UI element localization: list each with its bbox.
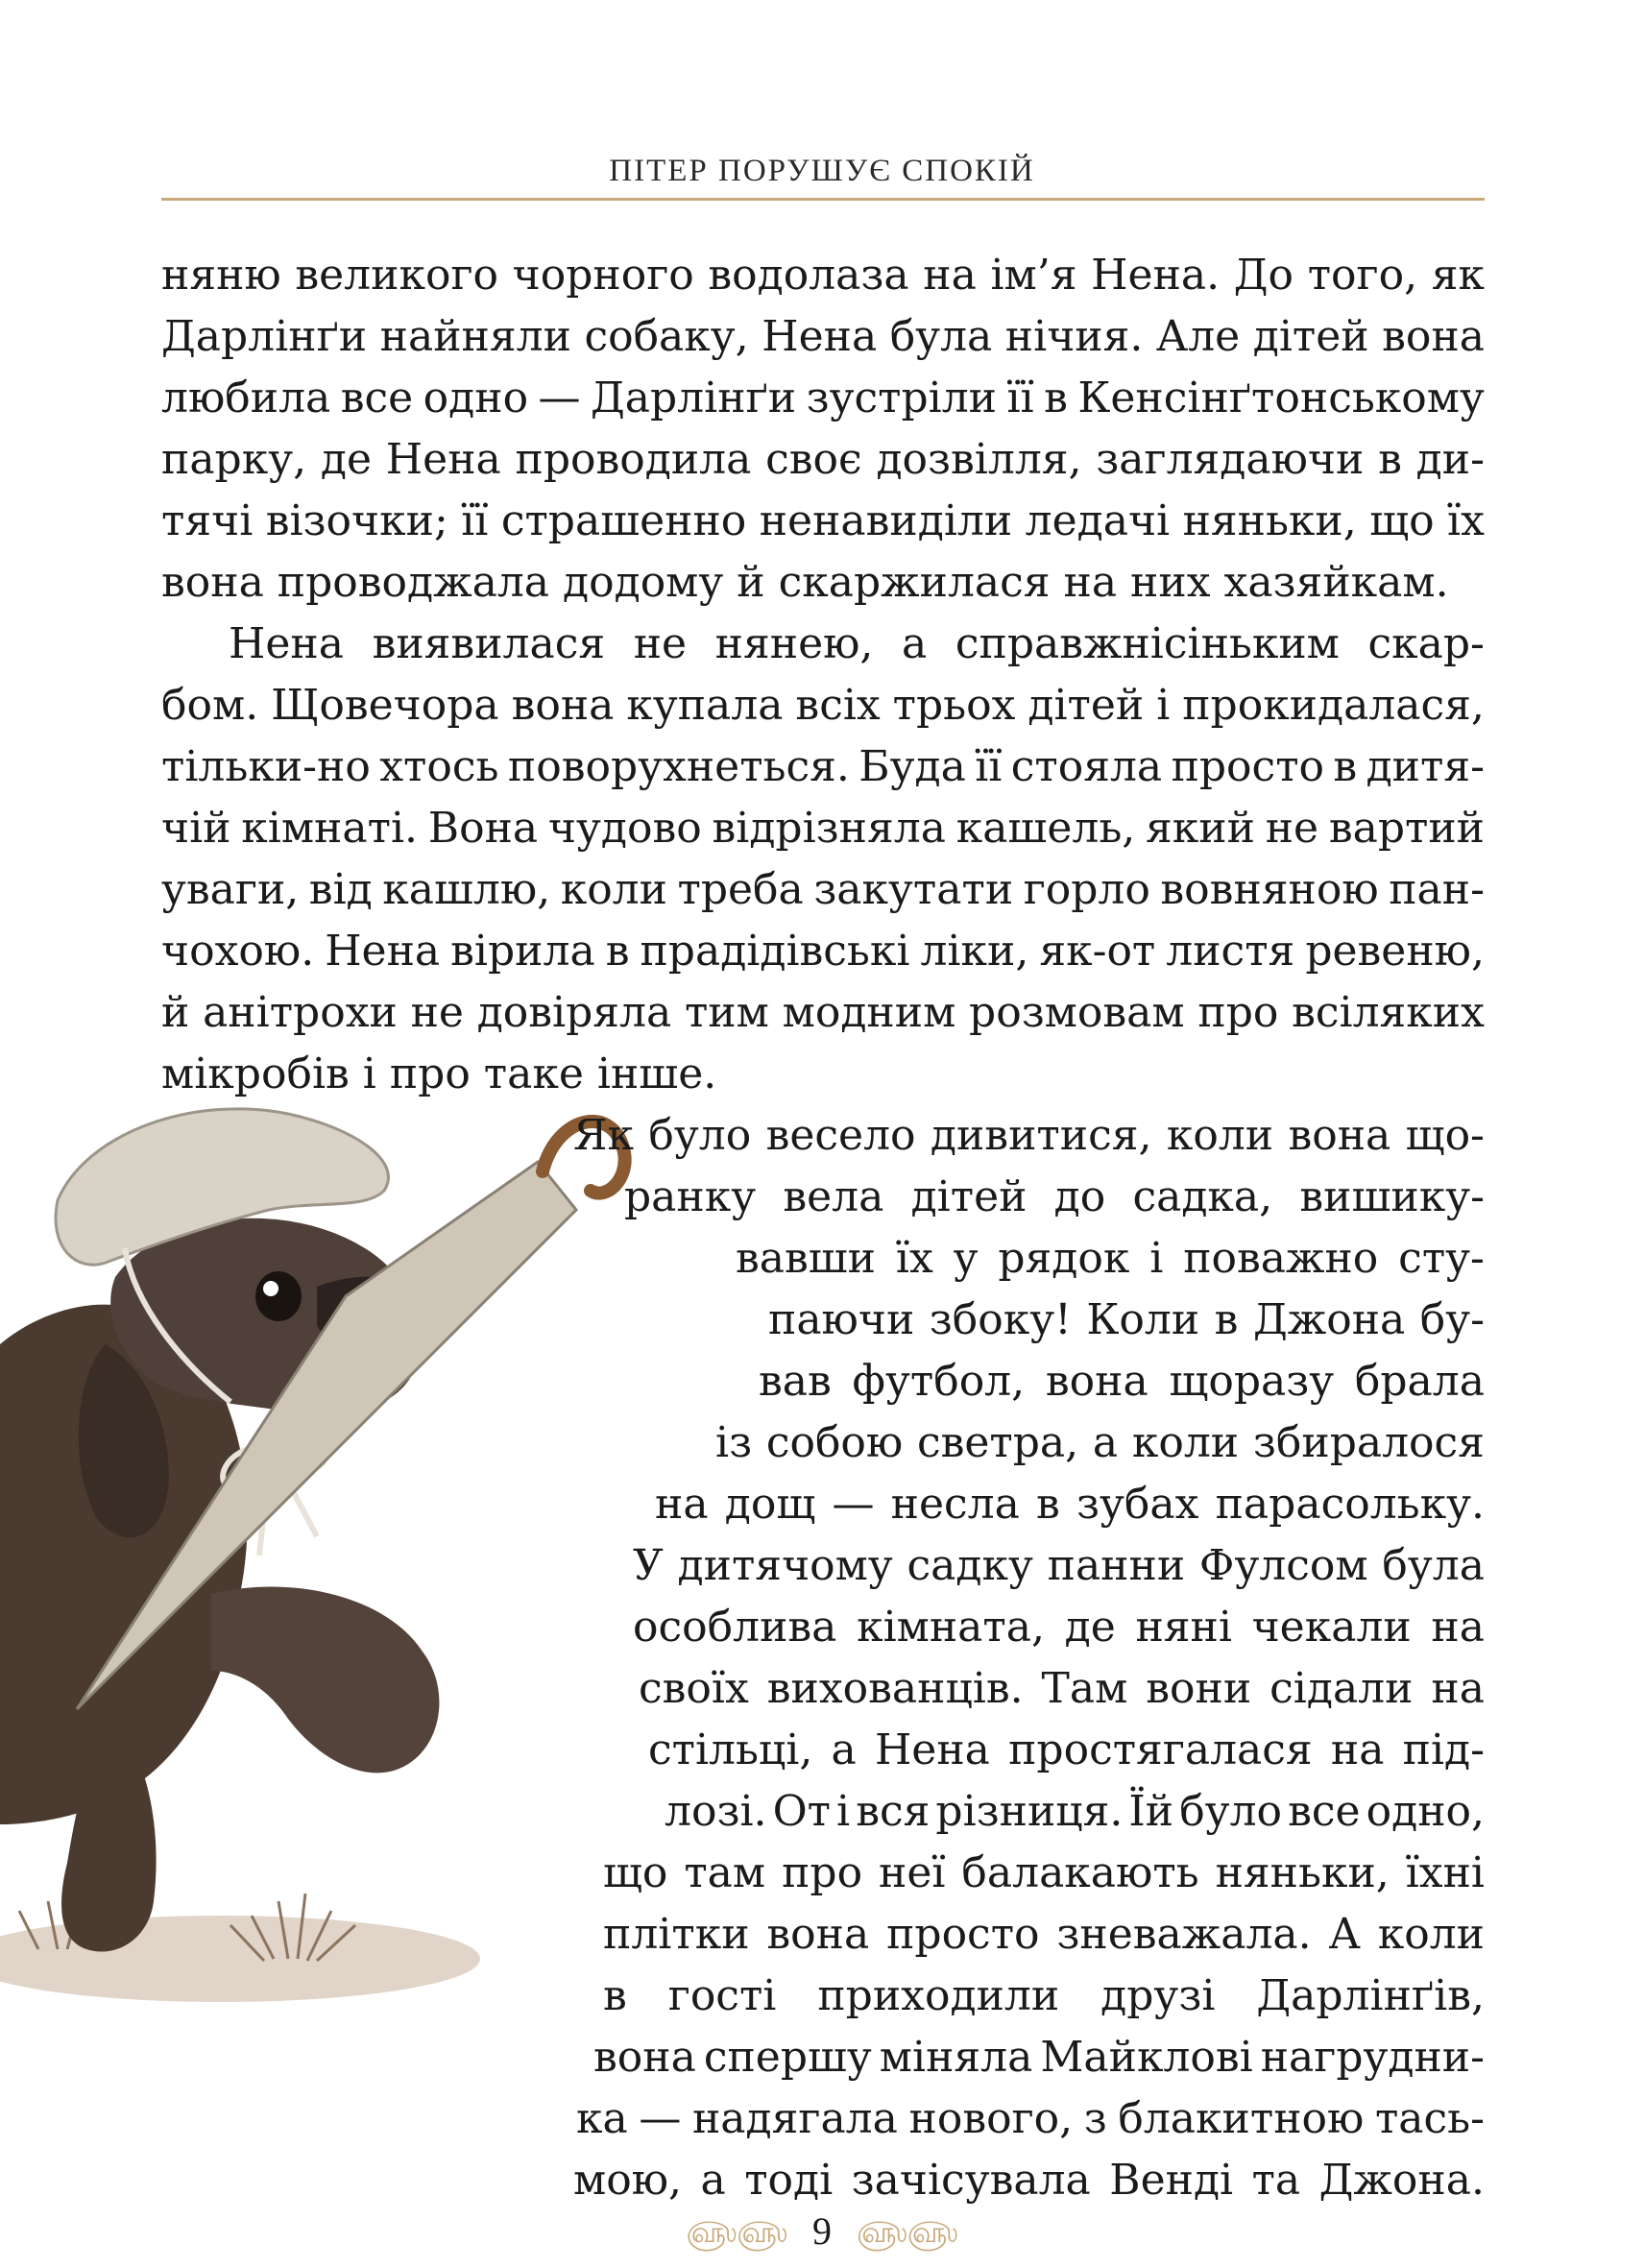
word: як-от [1039, 927, 1156, 976]
word: на [1431, 1664, 1485, 1713]
word: а [902, 619, 928, 668]
word: любила [161, 374, 331, 422]
word: надягала [691, 2094, 898, 2143]
nana-dog-icon [0, 1056, 634, 2045]
text-line [639, 1660, 1485, 1718]
word: від [308, 865, 373, 914]
text-line [161, 308, 1485, 366]
word: все [1288, 1787, 1361, 1836]
word: заглядаючи [1096, 435, 1365, 484]
running-head: ПІТЕР ПОРУШУЄ СПОКІЙ [609, 154, 1035, 188]
word: дітей [1252, 312, 1369, 361]
word: кашель, [955, 804, 1136, 853]
word: вона [593, 2033, 696, 2082]
word: скар- [1367, 619, 1485, 668]
word: у [953, 1234, 979, 1283]
ornament-right-icon: ௵௵ [857, 2216, 958, 2249]
word: в [1044, 374, 1068, 422]
word: Джона. [1318, 2156, 1485, 2205]
word: страшенно [500, 496, 747, 545]
word: вона [1288, 1111, 1391, 1160]
word: нового, [908, 2094, 1074, 2143]
word: ревеню, [1305, 927, 1485, 976]
word: Венді [1109, 2156, 1234, 2205]
word: Вона [427, 804, 539, 853]
dog-eye-highlight [263, 1281, 278, 1296]
word: Джона [1252, 1295, 1406, 1344]
ornament-left-icon: ௵௵ [686, 2216, 787, 2249]
word: вела [783, 1172, 884, 1221]
text-line [633, 1599, 1485, 1656]
text-line [603, 1906, 1485, 1964]
text-line [573, 2152, 1485, 2209]
word: а [1092, 1418, 1119, 1467]
word: в [603, 1971, 627, 2020]
word: була [889, 312, 993, 361]
text-line [768, 1291, 1485, 1349]
word: що [603, 1848, 668, 1897]
word: няню [161, 251, 281, 300]
word: щоразу [1169, 1357, 1335, 1406]
word: вишику- [1299, 1172, 1485, 1221]
word: із [715, 1418, 753, 1467]
text-line [161, 370, 1485, 427]
word: Майклові [1040, 2033, 1253, 2082]
text-line: вона проводжала додому й скаржилася на них хазяйкам. [161, 558, 1449, 607]
word: До [1233, 251, 1294, 300]
word: збоку! [929, 1295, 1072, 1344]
word: Дарлінґи [591, 374, 797, 422]
word: трьох [892, 681, 1016, 730]
word: У [633, 1541, 664, 1590]
word: було [648, 1111, 752, 1160]
word: і [1149, 1234, 1164, 1283]
word: парку, [161, 435, 307, 484]
word: прадідівські [640, 927, 910, 976]
word: вірила [450, 927, 595, 976]
word: друзі [1100, 1971, 1216, 2020]
word: тась- [1374, 2094, 1485, 2143]
word: Нена [762, 312, 878, 361]
word: її [1006, 374, 1034, 422]
text-line [161, 677, 1485, 735]
word: на [1431, 1603, 1485, 1652]
word: просто [1171, 742, 1325, 791]
word: ка [576, 2094, 628, 2143]
word: і [836, 1787, 851, 1836]
word: нагрудни- [1260, 2033, 1485, 2082]
word: дітей [1028, 681, 1145, 730]
page-number: 9 [812, 2209, 832, 2253]
word: в [605, 927, 630, 976]
word: дитя- [1366, 742, 1485, 791]
word: чекали [1251, 1603, 1412, 1652]
word: анітрохи [203, 988, 398, 1037]
word: Дарлінґів, [1256, 1971, 1485, 2020]
word: в [1378, 435, 1402, 484]
word: візочки; [265, 496, 448, 545]
word: що- [1405, 1111, 1485, 1160]
word: стільці, [648, 1725, 813, 1774]
word: Нена [229, 619, 344, 668]
word: відрізняла [712, 804, 946, 853]
word: панни [1047, 1541, 1186, 1590]
word: коли [1131, 1418, 1240, 1467]
word: купала [626, 681, 784, 730]
word: сідали [1269, 1664, 1414, 1713]
word: просто [886, 1910, 1040, 1959]
word: мою, [573, 2156, 683, 2205]
word: горло [1023, 865, 1150, 914]
word: не [633, 619, 688, 668]
word: рядок [998, 1234, 1130, 1283]
page-folio [0, 2208, 1644, 2254]
word: все [340, 374, 414, 422]
word: вона [1045, 1357, 1148, 1406]
word: в [1214, 1295, 1239, 1344]
word: чій [161, 804, 231, 853]
word: спершу [703, 2033, 872, 2082]
word: вавши [736, 1234, 877, 1283]
word: кашлю, [382, 865, 551, 914]
word: найняли [379, 312, 571, 361]
word: тільки-но [161, 742, 371, 791]
word: треба [677, 865, 804, 914]
word: ненавиділи [759, 496, 1013, 545]
word: плітки [603, 1910, 750, 1959]
word: всіх [795, 681, 881, 730]
word: няньки, [1215, 1848, 1390, 1897]
word: своє [765, 435, 862, 484]
dog-illustration [0, 1056, 634, 2045]
word: вони [1146, 1664, 1252, 1713]
word: тим [684, 988, 769, 1037]
word: одно, [1366, 1787, 1485, 1836]
word: гості [667, 1971, 777, 2020]
word: дощ [724, 1480, 816, 1529]
text-line [161, 493, 1485, 550]
word: великого [295, 251, 498, 300]
word: поважно [1183, 1234, 1379, 1283]
word: бом. [161, 681, 259, 730]
word: модним [782, 988, 956, 1037]
word: різниця. [935, 1787, 1124, 1836]
word: собаку, [584, 312, 749, 361]
word: Буда [858, 742, 966, 791]
word: ледачі [1025, 496, 1171, 545]
word: про [782, 1848, 863, 1897]
word: балакають [961, 1848, 1199, 1897]
word: під- [1402, 1725, 1485, 1774]
word: тоді [744, 2156, 834, 2205]
text-line [161, 800, 1485, 857]
word: проводила [515, 435, 752, 484]
word: Нена [325, 927, 441, 976]
word: — [832, 1480, 875, 1529]
word: зачісувала [851, 2156, 1091, 2205]
word: ди- [1415, 435, 1485, 484]
word: на [923, 251, 977, 300]
word: Нена [385, 435, 501, 484]
word: А [1328, 1910, 1361, 1959]
word: вона [511, 681, 615, 730]
text-line [633, 1537, 1485, 1595]
word: того, [1307, 251, 1418, 300]
word: на [1330, 1725, 1385, 1774]
word: приходили [817, 1971, 1060, 2020]
word: а [831, 1725, 857, 1774]
text-line [161, 431, 1485, 489]
word: була [1382, 1541, 1485, 1590]
text-line [603, 1845, 1485, 1902]
word: міняла [879, 2033, 1033, 2082]
word: своїх [639, 1664, 749, 1713]
word: ім’я [990, 251, 1077, 300]
word: собою [765, 1418, 904, 1467]
word: їхні [1405, 1848, 1485, 1897]
word: чохою. [161, 927, 315, 976]
word: який [1146, 804, 1255, 853]
text-line [759, 1353, 1485, 1411]
word: чорного [512, 251, 694, 300]
word: Нена. [1091, 251, 1221, 300]
word: простягалася [1008, 1725, 1313, 1774]
word: паючи [768, 1295, 915, 1344]
word: неї [879, 1848, 946, 1897]
text-line [603, 1967, 1485, 2025]
word: несла [890, 1480, 1020, 1529]
word: От [772, 1787, 831, 1836]
word: зневажала. [1056, 1910, 1312, 1959]
text-line [161, 923, 1485, 980]
word: Їй [1128, 1787, 1174, 1836]
word: та [1251, 2156, 1301, 2205]
text-line [573, 1107, 1485, 1165]
word: довіряла [476, 988, 672, 1037]
word: закутати [813, 865, 1014, 914]
word: Фулсом [1198, 1541, 1368, 1590]
word: Щовечора [271, 681, 499, 730]
word: Як [573, 1111, 635, 1160]
word: зубах [1076, 1480, 1199, 1529]
word: і [1156, 681, 1171, 730]
word: Там [1041, 1664, 1128, 1713]
text-line [624, 1169, 1485, 1226]
word: Кенсінґтонському [1077, 374, 1485, 422]
word: де [320, 435, 373, 484]
word: уваги, [161, 865, 300, 914]
dog-eye [255, 1271, 302, 1321]
word: коли [1166, 1111, 1274, 1160]
word: сту- [1398, 1234, 1485, 1283]
word: водолаза [708, 251, 909, 300]
word: її [461, 496, 489, 545]
word: дітей [910, 1172, 1028, 1221]
word: де [1064, 1603, 1116, 1652]
text-line [229, 615, 1485, 673]
word: її [975, 742, 1003, 791]
word: Коли [1086, 1295, 1200, 1344]
text-line [736, 1230, 1485, 1288]
word: вартий [1328, 804, 1485, 853]
word: дозвілля, [876, 435, 1082, 484]
word: нянею, [714, 619, 874, 668]
word: в [1036, 1480, 1060, 1529]
word: Нена [874, 1725, 990, 1774]
word: няні [1135, 1603, 1232, 1652]
word: там [684, 1848, 766, 1897]
word: що [1369, 496, 1435, 545]
text-line [576, 2090, 1485, 2148]
word: дитячому [677, 1541, 893, 1590]
word: про [1197, 988, 1279, 1037]
word: стояла [1010, 742, 1163, 791]
word: в [1333, 742, 1358, 791]
word: тячі [161, 496, 254, 545]
word: ранку [624, 1172, 757, 1221]
word: особлива [633, 1603, 837, 1652]
word: — [538, 374, 581, 422]
word: дивитися, [930, 1111, 1152, 1160]
word: ліки, [920, 927, 1029, 976]
word: коли [560, 865, 667, 914]
word: лозі. [665, 1787, 767, 1836]
word: поворухнеться. [507, 742, 850, 791]
word: до [1053, 1172, 1106, 1221]
text-line [715, 1414, 1485, 1472]
word: прокидалася, [1182, 681, 1485, 730]
word: збиралося [1252, 1418, 1485, 1467]
word: не [1265, 804, 1319, 853]
word: бу- [1419, 1295, 1485, 1344]
word: листя [1166, 927, 1295, 976]
word: одно [423, 374, 529, 422]
word: їх [895, 1234, 933, 1283]
word: коли [1377, 1910, 1485, 1959]
word: з [1083, 2094, 1107, 2143]
word: нічия. [1004, 312, 1144, 361]
word: зустріли [806, 374, 997, 422]
word: чудово [547, 804, 702, 853]
word: садка, [1132, 1172, 1273, 1221]
word: светра, [916, 1418, 1079, 1467]
word: вовняною [1160, 865, 1379, 914]
word: вся [856, 1787, 931, 1836]
word: кімната, [857, 1603, 1045, 1652]
word: вона [1382, 312, 1485, 361]
text-line [593, 2029, 1485, 2087]
word: виявилася [372, 619, 606, 668]
word: всіляких [1292, 988, 1485, 1037]
text-line [161, 738, 1485, 796]
word: як [1431, 251, 1485, 300]
word: — [639, 2094, 682, 2143]
word: садку [907, 1541, 1033, 1590]
word: кімнаті. [241, 804, 419, 853]
word: парасольку. [1215, 1480, 1485, 1529]
word: пан- [1389, 865, 1485, 914]
word: а [700, 2156, 726, 2205]
word: весело [765, 1111, 916, 1160]
text-line [655, 1476, 1485, 1533]
word: брала [1354, 1357, 1485, 1406]
text-line [648, 1722, 1485, 1779]
word: розмовам [969, 988, 1185, 1037]
text-line [161, 984, 1485, 1042]
header-rule [161, 198, 1485, 201]
word: вав [759, 1357, 832, 1406]
text-line [161, 861, 1485, 919]
dog-raised-leg [211, 1587, 439, 1773]
word: вона [766, 1910, 870, 1959]
word: було [1179, 1787, 1283, 1836]
word: Але [1155, 312, 1241, 361]
text-line [161, 247, 1485, 304]
word: няньки, [1182, 496, 1357, 545]
word: їх [1447, 496, 1485, 545]
word: вихованців. [766, 1664, 1024, 1713]
text-line: мікробів і про таке інше. [161, 1050, 717, 1098]
word: не [410, 988, 464, 1037]
word: й [161, 988, 190, 1037]
word: на [655, 1480, 709, 1529]
word: футбол, [852, 1357, 1026, 1406]
word: блакитною [1118, 2094, 1365, 2143]
text-line [665, 1783, 1485, 1841]
word: Дарлінґи [161, 312, 368, 361]
word: хтось [379, 742, 499, 791]
word: справжнісіньким [955, 619, 1340, 668]
